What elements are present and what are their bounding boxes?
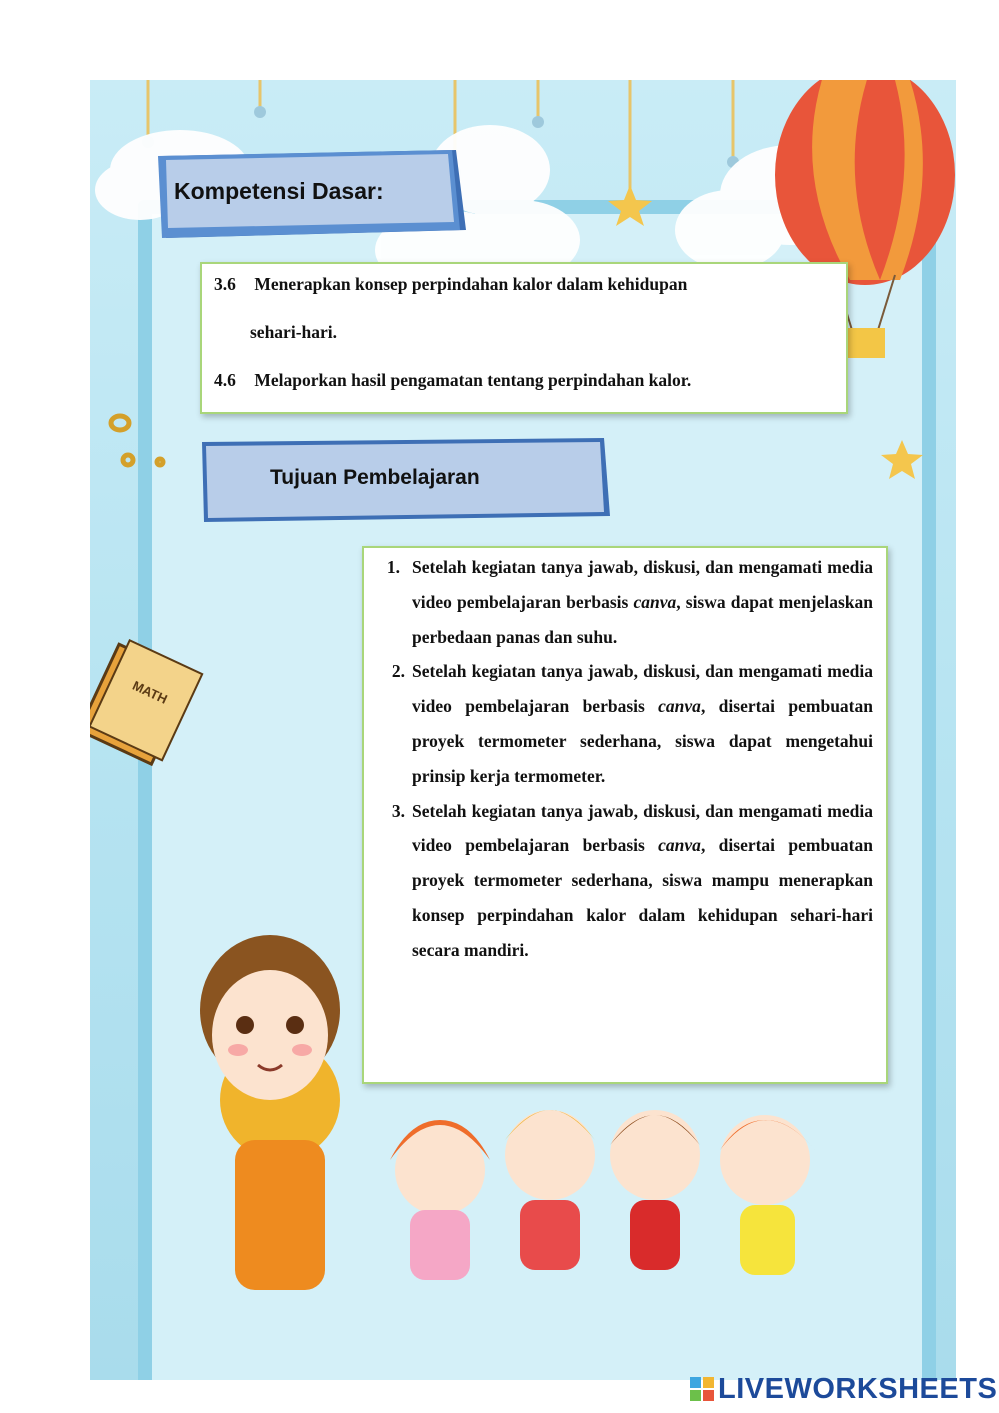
kd-text: Menerapkan konsep perpindahan kalor dalam kehidupan [254,274,688,294]
tujuan-item [364,794,873,968]
liveworksheets-logo-icon [690,1377,714,1401]
liveworksheets-logo[interactable] [690,1371,997,1407]
tujuan-box [362,546,888,1084]
tujuan-number: 3. [391,800,405,821]
children-illustration [390,1110,815,1280]
kd-item [214,274,687,295]
math-book-illustration [90,637,202,768]
kd-number: 4.6 [214,370,236,390]
teacher-illustration [200,935,340,1290]
kd-item-continuation: sehari-hari. [250,322,338,342]
worksheet-page [90,80,956,1380]
tujuan-item [364,550,873,654]
kompetensi-title: Kompetensi Dasar: [174,178,384,204]
tujuan-text: Setelah kegiatan tanya jawab, diskusi, dan mengamati media video pembelajaran berbasis canva, disertai pembuatan proyek termometer sederhana, siswa mampu menerapkan konsep perpindahan kalor dalam kehidupan sehari-hari secara mandiri. [412,800,873,960]
svg-text:MATH: MATH [130,677,170,707]
tujuan-number: 1. [386,557,400,577]
tujuan-text: Setelah kegiatan tanya jawab, diskusi, dan mengamati media video pembelajaran berbasis canva, siswa dapat menjelaskan perbedaan panas dan suhu. [412,557,873,647]
kd-text: Melaporkan hasil pengamatan tentang perpindahan kalor. [254,370,692,390]
tujuan-title: Tujuan Pembelajaran [270,466,480,489]
tujuan-number: 2. [391,661,405,682]
liveworksheets-logo-text: LIVEWORKSHEETS [718,1372,998,1405]
kd-item [214,370,691,391]
tujuan-text: Setelah kegiatan tanya jawab, diskusi, dan mengamati media video pembelajaran berbasis canva, disertai pembuatan proyek termometer sederhana, siswa dapat mengetahui prinsip kerja termometer. [412,661,873,786]
tujuan-item [364,654,873,793]
kd-number: 3.6 [214,274,236,294]
tujuan-list [364,550,873,968]
kompetensi-box [200,262,848,414]
